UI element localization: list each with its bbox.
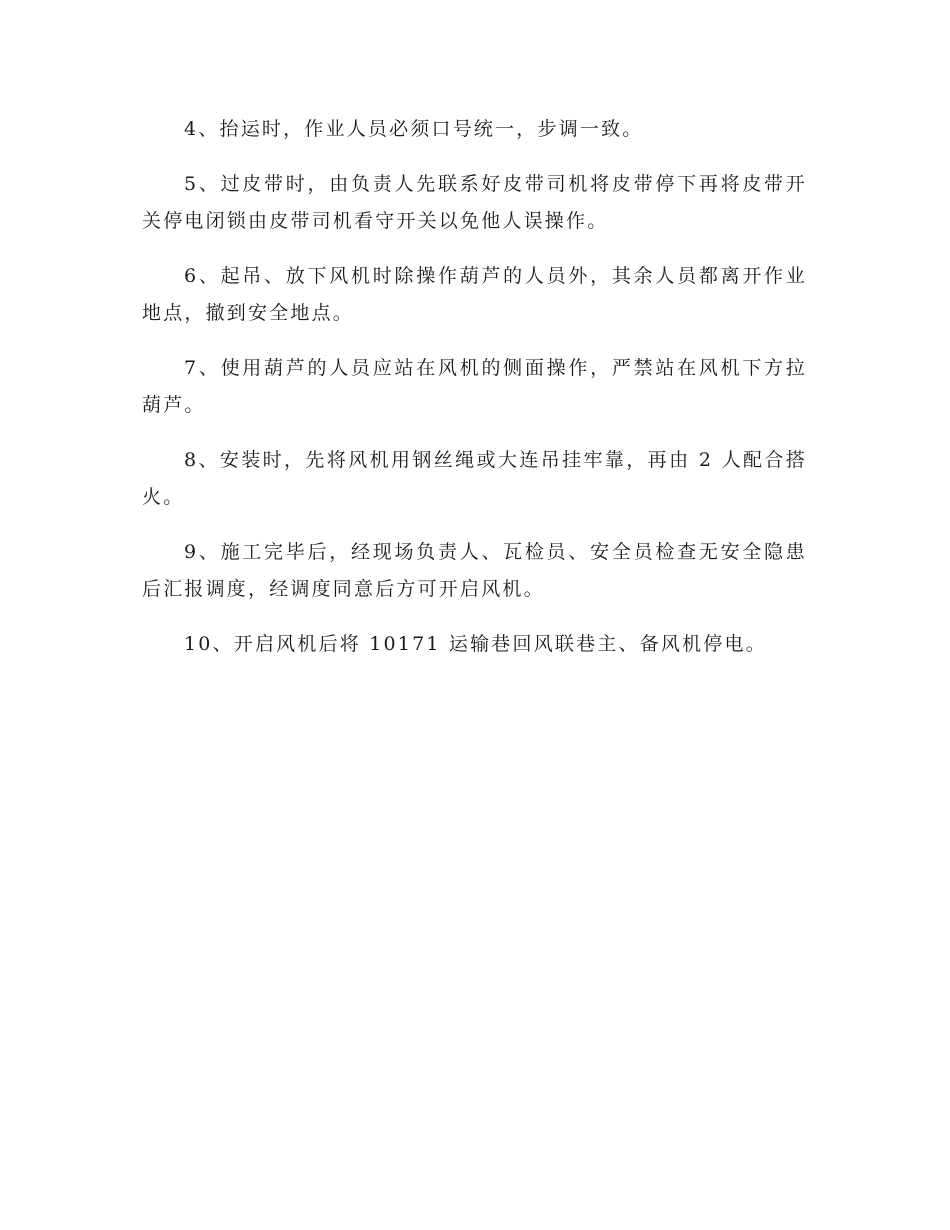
paragraph-item-8: 8、安装时，先将风机用钢丝绳或大连吊挂牢靠，再由 2 人配合搭火。: [142, 449, 807, 508]
document-body: [142, 111, 807, 681]
paragraph-item-4: 4、抬运时，作业人员必须口号统一，步调一致。: [184, 118, 644, 140]
paragraph-item-7: 7、使用葫芦的人员应站在风机的侧面操作，严禁站在风机下方拉葫芦。: [142, 357, 807, 416]
paragraph-item-9: 9、施工完毕后，经现场负责人、瓦检员、安全员检查无安全隐患后汇报调度，经调度同意后方可开启风机。: [142, 541, 807, 600]
paragraph-item-6: 6、起吊、放下风机时除操作葫芦的人员外，其余人员都离开作业地点，撤到安全地点。: [142, 265, 807, 324]
paragraph-item-5: 5、过皮带时，由负责人先联系好皮带司机将皮带停下再将皮带开关停电闭锁由皮带司机看守开关以免他人误操作。: [142, 173, 807, 232]
paragraph-item-10: 10、开启风机后将 10171 运输巷回风联巷主、备风机停电。: [184, 633, 767, 655]
